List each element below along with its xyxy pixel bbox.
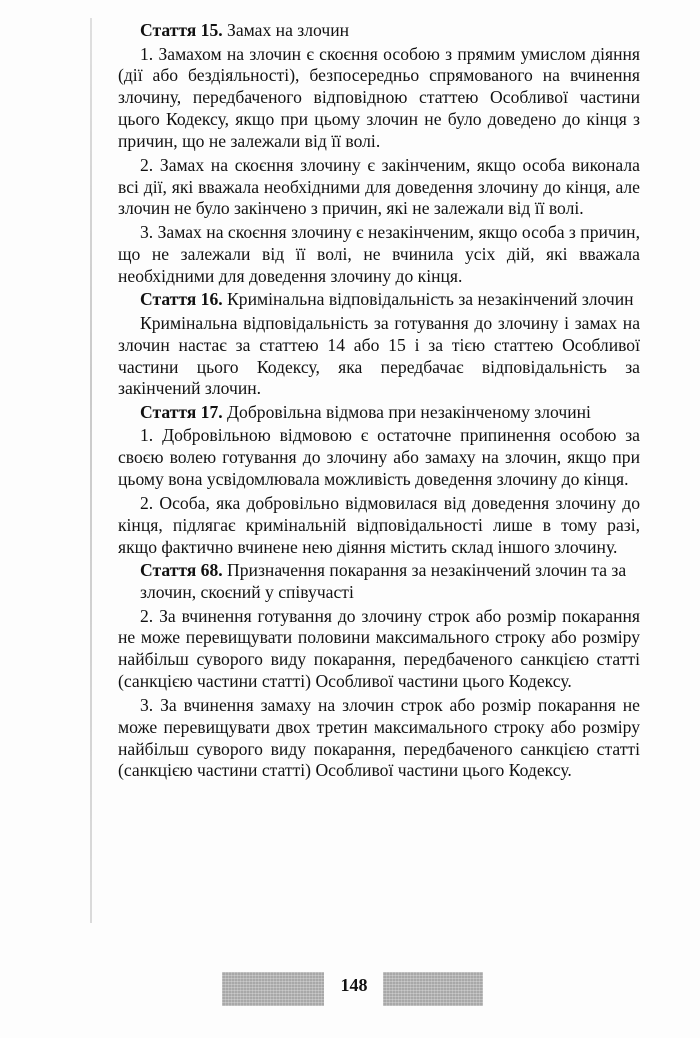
article-paragraph: 2. Особа, яка добровільно відмовилася від доведення злочину до кінця, підлягає кримінальній відповідальності лише в тому разі, якщо фактично вчинене нею діяння містить склад іншого злочину. — [118, 492, 640, 557]
article-title: Замах на злочин — [227, 20, 350, 40]
article-heading — [118, 289, 640, 311]
page-number: 148 — [340, 975, 368, 995]
article-15 — [118, 20, 640, 288]
article-paragraph: 1. Замахом на злочин є скоєння особою з прямим умислом діяння (дії або бездіяльності), безпосередньо спрямованого на вчинення злочину, передбаченого відповідною статтею Особливої частини цього Кодексу, якщо при цьому злочин не було доведено до кінця з причин, що не залежали від її волі. — [118, 43, 640, 152]
article-paragraph: 1. Добровільною відмовою є остаточне припинення особою за своєю волею готування до злочину або замаху на злочин, якщо при цьому вона усвідомлювала можливість доведення злочину до кінця. — [118, 425, 640, 490]
article-label: Стаття 16. — [140, 289, 223, 310]
article-heading — [118, 560, 640, 604]
article-title: Призначення покарання за незакінчений злочин та за злочин, скоєний у співучасті — [140, 560, 627, 602]
article-heading — [118, 20, 640, 42]
page-footer — [0, 967, 700, 1015]
article-68 — [118, 560, 640, 782]
margin-rule — [90, 18, 92, 923]
article-17 — [118, 402, 640, 559]
page-body — [118, 20, 640, 784]
article-heading — [118, 402, 640, 424]
article-paragraph: 3. За вчинення замаху на злочин строк або розмір покарання не може перевищувати двох третин максимального строку або розміру найбільш суворого виду покарання, передбаченого санкцією статті (санкцією частини статті) Особливої частини цього Кодексу. — [118, 694, 640, 781]
article-paragraph: 3. Замах на скоєння злочину є незакінченим, якщо особа з причин, що не залежали від її волі, не вчинила усіх дій, які вважала необхідними для доведення злочину до кінця. — [118, 221, 640, 286]
article-paragraph: 2. Замах на скоєння злочину є закінченим, якщо особа виконала всі дії, які вважала необхідними для доведення злочину до кінця, але злочин не було закінчено з причин, які не залежали від її волі. — [118, 154, 640, 219]
article-paragraph: Кримінальна відповідальність за готування до злочину і замах на злочин настає за статтею 14 або 15 і за тією статтею Особливої частини цього Кодексу, яка передбачає відповідальність за закінчений злочин. — [118, 312, 640, 399]
article-label: Стаття 17. — [140, 401, 223, 422]
footer-decor-bar-right — [383, 972, 483, 1006]
article-label: Стаття 15. — [140, 20, 223, 40]
article-title: Кримінальна відповідальність за незакінчений злочин — [227, 289, 634, 310]
footer-decor-bar-left — [222, 972, 324, 1006]
article-title: Добровільна відмова при незакінченому злочині — [227, 401, 591, 422]
article-label: Стаття 68. — [140, 560, 223, 581]
article-16 — [118, 289, 640, 400]
article-paragraph: 2. За вчинення готування до злочину строк або розмір покарання не може перевищувати половини максимального строку або розміру найбільш суворого виду покарання, передбаченого санкцією статті (санкцією частини статті) Особливої частини цього Кодексу. — [118, 605, 640, 692]
